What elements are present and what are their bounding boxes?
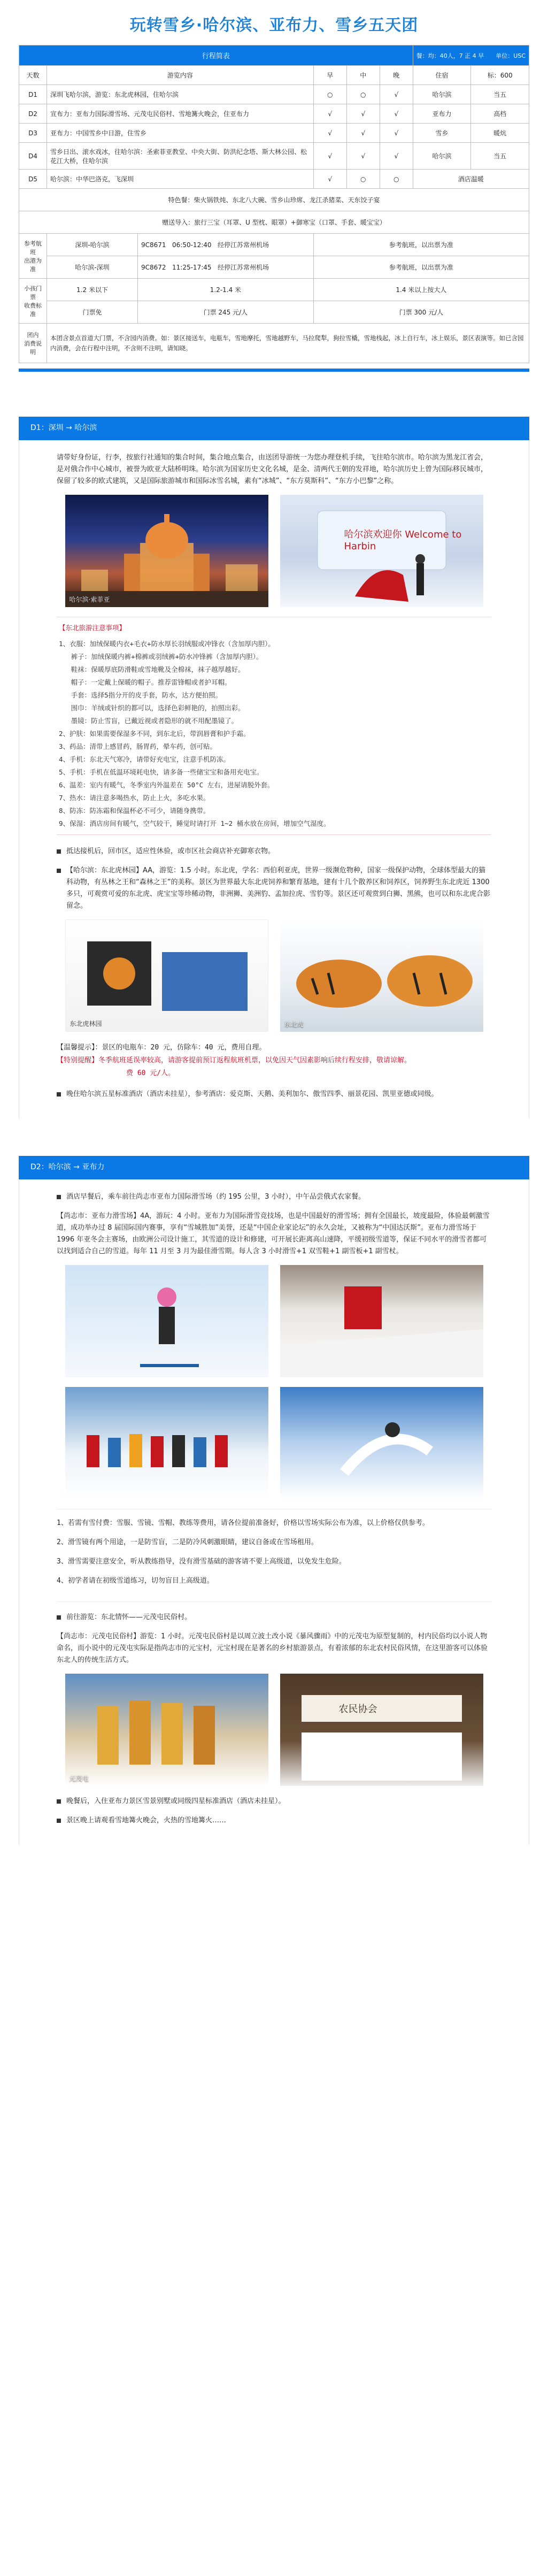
food-note: 特色餐：柴火锅铁炖、东北八大碗、雪乡山珍席、龙江杀猪菜、天东饺子宴 — [19, 189, 529, 211]
meal-cell: √ — [346, 143, 380, 170]
special-reminder: 【特别提醒】冬季航班延误率较高，请游客提前预订返程航班机票，以免因天气因素影响后续行程安排，敬请谅解。 — [57, 1056, 412, 1064]
list-item: 围巾：羊绒或针织的都可以，选择色彩鲜艳的，拍照出彩。 — [59, 704, 245, 712]
list-item: 墨镜：防止雪盲，已戴近视或者隐形的就不用配墨镜了。 — [59, 717, 238, 725]
day1-section — [19, 417, 529, 1118]
list-item: 7、热水：请注意多喝热水，防止上火，多吃水果。 — [59, 794, 210, 802]
sign-icon — [280, 1674, 483, 1786]
bullet-text: 抵达接机后，回市区，适应性休验，或市区社会商店补充御寒衣物。 — [66, 847, 275, 855]
tiger-icon — [280, 919, 483, 1032]
list-item: 6、温差：室内有暖气，冬季室内外温差在 50°C 左右，进屋请脱外套。 — [59, 781, 274, 789]
day2-bullet — [57, 1796, 491, 1807]
price-cell: 高档 — [471, 104, 529, 124]
column-headers — [19, 66, 529, 85]
meal-cell: √ — [380, 124, 413, 143]
kids-cell: 1.2 米以下 — [47, 279, 138, 301]
meal-cell: √ — [380, 85, 413, 104]
table-row — [19, 104, 529, 124]
day1-intro: 请带好身份证，行李，按旅行社通知的集合时间，集合地点集合，由送团导游统一为您办理登机手续，飞往哈尔滨市。哈尔滨为黑龙江省会，是对俄合作中心城市，被誉为欧亚大陆桥明珠。哈尔滨为国家历史文化名城，是金、清两代王朝的发祥地，哈尔滨历史上曾为国际移民城市，保留了较多的欧式建筑，又是国际旅游城市和国际冰雪名城，素有“冰城”、“东方莫斯科”、“东方小巴黎”之称。 — [57, 454, 488, 485]
bullet-icon — [57, 1819, 61, 1823]
table-row — [19, 124, 529, 143]
skier-icon — [65, 1265, 268, 1377]
kids-row — [19, 279, 529, 301]
kids-cell: 门票 245 元/人 — [138, 301, 314, 324]
day2-body — [19, 1179, 529, 1845]
flight-label: 参考航班 出港为准 — [19, 234, 47, 279]
meal-cell: √ — [346, 124, 380, 143]
gift-row — [19, 211, 529, 234]
flight-row — [19, 234, 529, 256]
photo-caption: 农民协会 — [338, 1704, 377, 1715]
list-item: 4、初学者请在初级雪道练习，切勿盲目上高级道。 — [57, 1577, 214, 1585]
bullet-text: 酒店早餐后，乘车前往尚志市亚布力国际滑雪场（约 195 公里，3 小时），中午品尝俄式农家餐。 — [66, 1193, 365, 1201]
ski-tips — [57, 1509, 491, 1602]
list-item: 8、防冻：防冻霜和保温杯必不可少，请随身携带。 — [59, 807, 210, 815]
content-cell: 亚布力：中国雪乡中日游，住雪乡 — [47, 124, 314, 143]
flight-route: 哈尔滨-深圳 — [47, 256, 138, 279]
price-cell: 当五 — [471, 85, 529, 104]
day2-bullet — [57, 1191, 491, 1203]
day2-bullet — [57, 1815, 491, 1827]
bullet-text: 景区晚上请观看雪地篝火晚会，火热的雪地篝火…… — [66, 1816, 227, 1824]
travel-tips — [57, 617, 491, 835]
list-item: 9、保湿：酒店房间有暖气，空气较干，睡觉时请打开 1~2 桶水放在房间，增加空气湿度。 — [59, 819, 330, 827]
col-meal-lunch: 中 — [346, 66, 380, 85]
welcome-harbin-photo — [280, 495, 483, 607]
hotel-cell: 亚布力 — [413, 104, 471, 124]
ski-lift-icon — [280, 1265, 483, 1377]
flight-number: 9C8671 — [141, 241, 166, 249]
flight-via: 经停江苏常州机场 — [217, 241, 269, 249]
flight-no — [138, 256, 314, 279]
bullet-icon — [57, 1092, 61, 1097]
corn-icon — [65, 1674, 268, 1786]
bullet-icon — [57, 1615, 61, 1620]
col-meal-breakfast: 早 — [313, 66, 346, 85]
meal-cell: √ — [313, 143, 346, 170]
table-row — [19, 85, 529, 104]
col-content: 游览内容 — [47, 66, 314, 85]
itinerary-table — [19, 45, 529, 363]
photo-caption: 东北虎 — [284, 1021, 304, 1028]
list-item: 帽子：一定戴上保暖的帽子。推荐雷锋帽或者护耳帽。 — [59, 678, 231, 686]
flight-time: 11:25-17:45 — [172, 264, 212, 271]
kids-cell: 门票免 — [47, 301, 138, 324]
flight-note: 参考航班，以出票为准 — [313, 234, 529, 256]
col-meal-dinner: 晚 — [380, 66, 413, 85]
content-cell: 深圳飞哈尔滨，游览：东北虎林园，住哈尔滨 — [47, 85, 314, 104]
cost-note: 本团含景点首道大门票，不含园内消费。如：景区接送车，电瓶车，雪地摩托，雪地越野车，马拉爬犁，狗拉雪橇，雪地栈起，冰上自行车，冰上娱乐，景区表演等。如已含园内消费，会在行程中注明，不含则不注明，请知晓。 — [47, 324, 529, 363]
warm-tip: 【温馨提示】：景区的电瓶车：20 元，仿除车：40 元，费用自理。 — [57, 1044, 266, 1052]
meal-cell: √ — [380, 143, 413, 170]
content-cell: 宣布力：亚布力国际滑雪场、元茂屯民俗村、雪地篝火晚会，住亚布力 — [47, 104, 314, 124]
snowboarder-icon — [280, 1387, 483, 1499]
bullet-icon — [57, 849, 61, 854]
photo-caption: 元茂屯 — [69, 1775, 89, 1782]
day1-bullet — [57, 1088, 491, 1100]
flight-note: 参考航班，以出票为准 — [313, 256, 529, 279]
skier-photo — [65, 1265, 268, 1377]
tiger-park-photo — [65, 919, 268, 1032]
flight-number: 9C8672 — [141, 264, 166, 271]
day1-header: D1：深圳 → 哈尔滨 — [19, 417, 529, 440]
photo-row — [57, 495, 491, 607]
day1-bullet — [57, 846, 491, 857]
day2-village-desc: 【尚志市：元茂屯民俗村】游览：1 小时。元茂屯民俗村是以周立波土改小说《暴风骤雨》中的元茂屯为原型复制的，村内民俗均以小说人物命名，而小说中的元茂屯实际是指尚志市的元宝村，元宝村现在是著名的乡村旅游景点，有着浓郁的东北农村民俗风情，在这里游客可以体验东北人的传统生活方式。 — [57, 1632, 488, 1664]
list-item: 3、滑雪需要注意安全，听从教练指导，没有滑雪基础的游客请不要上高级道，以免发生危险。 — [57, 1558, 346, 1566]
day-cell: D2 — [19, 104, 47, 124]
list-item: 4、手机：东北天气寒冷，请带好充电宝，注意手机防冻。 — [59, 755, 230, 763]
content-cell: 雪乡日出、滚水戏冰，往哈尔滨：圣索菲亚教堂、中央大街、防洪纪念塔、斯大林公园、松花江大桥，住哈尔滨 — [47, 143, 314, 170]
corn-village-photo — [65, 1674, 268, 1786]
list-item: 2、护肤：如果需要保湿多不同，到东北后，带润唇膏和护手霜。 — [59, 730, 250, 738]
table-row — [19, 170, 529, 189]
kids-label: 小孩门票 收费标准 — [19, 279, 47, 324]
bullet-icon — [57, 869, 61, 873]
itinerary-summary — [19, 45, 529, 372]
col-day: 天数 — [19, 66, 47, 85]
bullet-text: 晚住哈尔滨五星标准酒店（酒店未挂星），参考酒店：爱克斯、天鹅、美利加尔、傲雪四季、丽景花园、凯里亚德或同级。 — [66, 1090, 438, 1098]
kids-cell: 1.2-1.4 米 — [138, 279, 314, 301]
flight-time: 06:50-12:40 — [172, 241, 212, 249]
day-cell: D1 — [19, 85, 47, 104]
meal-cell: √ — [313, 124, 346, 143]
bullet-text: 【哈尔滨：东北虎林园】AA，游览：1.5 小时。东北虎，学名：西伯利亚虎，世界一级濒危物种，国家一级保护动物，全球体型最大的猫科动物，有丛林之王和“森林之王”的美称。景区为世界最大东北虎饲养和繁育基地，建有十几个散养区和饲养区，饲养野生东北虎近 1300 多只，可观赏可爱的东北虎、虎宝宝等珍稀动物，非洲狮、美洲豹、孟加拉虎、雪豹等。景区还可观赏到白狮、黑熊，也可以和东北虎合影留念。 — [66, 867, 491, 910]
tigers-snow-photo — [280, 919, 483, 1032]
meal-cell: ○ — [346, 85, 380, 104]
day2-bullet — [57, 1612, 491, 1623]
bullet-text: 晚餐后，入住亚布力景区雪景别墅或同级四星标准酒店（酒店未挂星）。 — [66, 1797, 285, 1805]
hotel-cell: 哈尔滨 — [413, 85, 471, 104]
cost-row — [19, 324, 529, 363]
day2-section — [19, 1156, 529, 1845]
day1-bullet — [57, 865, 491, 912]
table-meta: 餐：均：40人，7 正 4 早 单位：USC — [413, 45, 529, 66]
page-title: 玩转雪乡·哈尔滨、亚布力、雪乡五天团 — [129, 16, 419, 35]
meal-cell: √ — [380, 104, 413, 124]
day2-header: D2：哈尔滨 → 亚布力 — [19, 1156, 529, 1179]
photo-row — [57, 1387, 491, 1499]
meal-cell: ○ — [313, 85, 346, 104]
day1-body — [19, 440, 529, 1118]
kids-row — [19, 301, 529, 324]
snowboard-photo — [280, 1387, 483, 1499]
meal-cell: √ — [346, 104, 380, 124]
photo-caption: 东北虎林园 — [70, 1020, 102, 1028]
flight-via: 经停江苏常州机场 — [217, 264, 269, 271]
hotel-cell: 哈尔滨 — [413, 143, 471, 170]
food-row — [19, 189, 529, 211]
list-item: 手套：选择5指分开的皮手套，防水，达方便拍照。 — [59, 691, 222, 699]
flight-row — [19, 256, 529, 279]
kids-cell: 1.4 米以上按大人 — [313, 279, 529, 301]
day-cell: D4 — [19, 143, 47, 170]
col-price: 标：600 — [471, 66, 529, 85]
list-item: 5、手机：手机在低温环境耗电快，请多备一些储宝宝和备用充电宝。 — [59, 768, 264, 776]
kids-cell: 门票 300 元/人 — [313, 301, 529, 324]
col-hotel: 住宿 — [413, 66, 471, 85]
list-item: 3、药品：清带上感冒药，肠胃药，晕车药，创可贴。 — [59, 742, 217, 750]
list-item: 1、若需有雪付费：雪服、雪镜、雪帽、教练等费用，请各位提前准备好，价格以雪场实际公布为准，以上价格仅供参考。 — [57, 1519, 429, 1527]
table-title: 行程简表 — [19, 45, 413, 66]
gift-note: 赠送导入：旅行三宝（耳罩、U 型枕、眼罩）+御寒宝（口罩、手套、暖宝宝） — [19, 211, 529, 234]
tips-title: 【东北旅游注意事项】 — [59, 624, 126, 632]
photo-row — [57, 1674, 491, 1786]
day-cell: D3 — [19, 124, 47, 143]
list-item: 裤子：加绒保暖内裤+棉裤或羽绒裤+防水冲锋裤（含加厚内胆）。 — [59, 653, 263, 661]
ski-group-icon — [65, 1387, 268, 1499]
meal-cell: √ — [313, 170, 346, 189]
ski-slope-photo — [280, 1265, 483, 1377]
flight-route: 深圳-哈尔滨 — [47, 234, 138, 256]
tiger-poster-icon — [66, 920, 268, 1032]
bullet-icon — [57, 1195, 61, 1199]
ski-group-photo — [65, 1387, 268, 1499]
meal-cell: ○ — [380, 170, 413, 189]
farmers-association-photo — [280, 1674, 483, 1786]
table-row — [19, 143, 529, 170]
meal-cell: √ — [313, 104, 346, 124]
flight-no — [138, 234, 314, 256]
bullet-icon — [57, 1799, 61, 1804]
meal-cell: ○ — [346, 170, 380, 189]
photo-caption: 哈尔滨欢迎你 Welcome to Harbin — [344, 529, 462, 552]
photo-row — [57, 919, 491, 1032]
hotel-cell: 酒店温暖 — [413, 170, 529, 189]
day-cell: D5 — [19, 170, 47, 189]
table-header-row — [19, 45, 529, 66]
list-item: 1、衣服：加绒保暖内衣+毛衣+防水厚长羽绒服或冲锋衣（含加厚内胆）。 — [59, 640, 275, 648]
photo-row — [57, 1265, 491, 1377]
photo-caption: 哈尔滨·索菲亚 — [69, 596, 110, 603]
list-item: 2、滑雪镜有两个用途，一是防雪盲，二是防冷风刺激眼睛，建议自备或在雪场租用。 — [57, 1538, 318, 1546]
hotel-cell: 雪乡 — [413, 124, 471, 143]
bullet-text: 前往游览：东北情怀——元茂屯民俗村。 — [66, 1613, 192, 1621]
list-item: 鞋袜：保暖厚底防滑鞋或雪地靴及全棉袜，袜子越厚越好。 — [59, 665, 245, 673]
day2-ski-desc: 【尚志市：亚布力滑雪场】4A，游玩：4 小时。亚布力为国际滑雪竞技场，也是中国最好的滑雪场；拥有全国最长，坡度最险，体验最刺激雪道，成功举办过 8 届国际国内赛事，享有“雪城胜加”美誉，还是“中国企业家论坛”的永久会址，又被称为“中国达沃斯”。亚布力滑雪场于 1996 年亚冬会主赛场，由欧洲公司设计施工，其雪道的设计和修建，可开展长距离高山速降，平缓初级雪道等，保证不同水平的滑雪者都可以找到适合自己的雪道。每年 11 月至 3 月为最佳滑雪期。每人含 3 小时滑雪+1 双雪鞋+1 副雪板+1 副雪杖。 — [57, 1212, 490, 1255]
special-reminder-fee: 费 60 元/人。 — [126, 1069, 175, 1077]
content-cell: 哈尔滨：中华巴洛克，飞深圳 — [47, 170, 314, 189]
price-cell: 暖炕 — [471, 124, 529, 143]
cathedral-silhouette-icon — [65, 495, 268, 607]
harbin-night-photo — [65, 495, 268, 607]
cost-label: 团内 消费说明 — [19, 324, 47, 363]
price-cell: 当五 — [471, 143, 529, 170]
